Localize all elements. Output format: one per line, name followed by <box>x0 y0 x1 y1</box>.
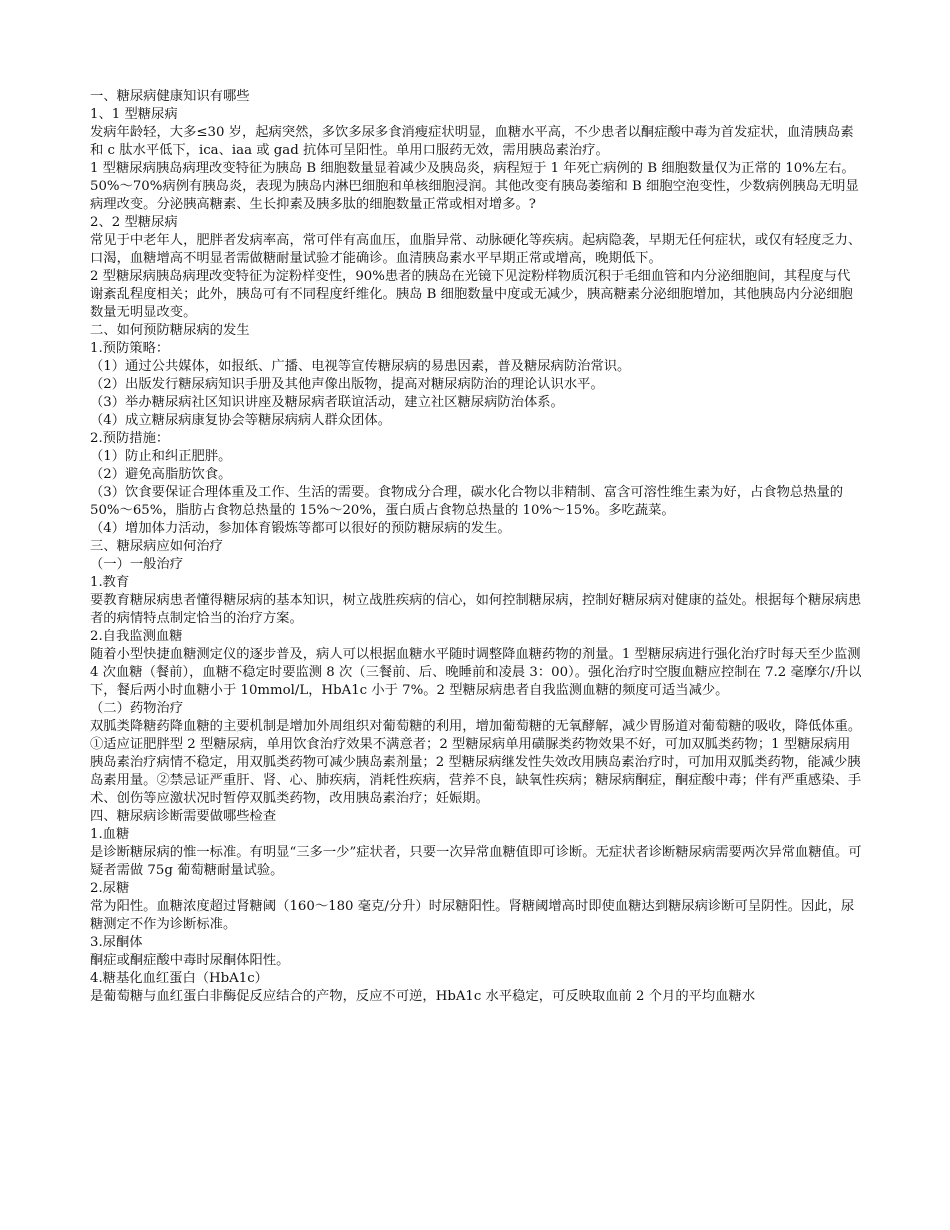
subheading-drug-treatment: （二）药物治疗 <box>90 701 184 716</box>
subheading-urine-glucose: 2.尿糖 <box>90 881 130 896</box>
heading-2: 二、如何预防糖尿病的发生 <box>90 323 250 338</box>
paragraph-self-monitoring: 随着小型快捷血糖测定仪的逐步普及，病人可以根据血糖水平随时调整降血糖药物的剂量。1 型糖尿病进行强化治疗时每天至少监测 4 次血糖（餐前），血糖不稳定时要监测 8 次（三餐前、后、晚睡前和凌晨 3：00）。强化治疗时空腹血糖应控制在 7.2 毫摩尔/升以下，餐后两小时血糖小于 10mmol/L，HbA1c 小于 7%。2 型糖尿病患者自我监测血糖的频度可适当减少。 <box>90 647 862 698</box>
list-item: （4）成立糖尿病康复协会等糖尿病病人群众团体。 <box>90 413 391 428</box>
list-item: （4）增加体力活动，参加体育锻炼等都可以很好的预防糖尿病的发生。 <box>90 521 511 536</box>
subheading-strategy: 1.预防策略： <box>90 341 170 356</box>
subheading-blood-glucose: 1.血糖 <box>90 827 130 842</box>
list-item: （1）通过公共媒体，如报纸、广播、电视等宣传糖尿病的易患因素，普及糖尿病防治常识。 <box>90 359 631 374</box>
paragraph-urine-glucose: 常为阳性。血糖浓度超过肾糖阈（160～180 毫克/分升）时尿糖阳性。肾糖阈增高时即使血糖达到糖尿病诊断可呈阴性。因此，尿糖测定不作为诊断标准。 <box>90 899 855 932</box>
subheading-general-treatment: （一）一般治疗 <box>90 557 184 572</box>
list-item: （2）出版发行糖尿病知识手册及其他声像出版物，提高对糖尿病防治的理论认识水平。 <box>90 377 604 392</box>
heading-3: 三、糖尿病应如何治疗 <box>90 539 223 554</box>
subheading-self-monitoring: 2.自我监测血糖 <box>90 629 183 644</box>
subheading-education: 1.教育 <box>90 575 130 590</box>
paragraph-type2-pathology: 2 型糖尿病胰岛病理改变特征为淀粉样变性，90%患者的胰岛在光镜下见淀粉样物质沉积于毛细血管和内分泌细胞间，其程度与代谢紊乱程度相关；此外，胰岛可有不同程度纤维化。胰岛 B 细胞数量中度或无减少，胰高糖素分泌细胞增加，其他胰岛内分泌细胞数量无明显改变。 <box>90 269 853 320</box>
list-item: （2）避免高脂肪饮食。 <box>90 467 232 482</box>
paragraph-drug-treatment: 双胍类降糖药降血糖的主要机制是增加外周组织对葡萄糖的利用，增加葡萄糖的无氧酵解，减少胃肠道对葡萄糖的吸收，降低体重。①适应证肥胖型 2 型糖尿病，单用饮食治疗效果不满意者；2 型糖尿病单用磺脲类药物效果不好，可加双胍类药物；1 型糖尿病用胰岛素治疗病情不稳定，用双胍类药物可减少胰岛素剂量；2 型糖尿病继发性失效改用胰岛素治疗时，可加用双胍类药物，能减少胰岛素用量。②禁忌证严重肝、肾、心、肺疾病，消耗性疾病，营养不良，缺氧性疾病；糖尿病酮症，酮症酸中毒；伴有严重感染、手术、创伤等应激状况时暂停双胍类药物，改用胰岛素治疗；妊娠期。 <box>90 719 862 806</box>
subheading-type1: 1、1 型糖尿病 <box>90 107 178 122</box>
paragraph-type2-symptoms: 常见于中老年人，肥胖者发病率高，常可伴有高血压，血脂异常、动脉硬化等疾病。起病隐袭，早期无任何症状，或仅有轻度乏力、口渴，血糖增高不明显者需做糖耐量试验才能确诊。血清胰岛素水平早期正常或增高，晚期低下。 <box>90 233 862 266</box>
heading-4: 四、糖尿病诊断需要做哪些检查 <box>90 809 277 824</box>
subheading-type2: 2、2 型糖尿病 <box>90 215 178 230</box>
list-item: （3）饮食要保证合理体重及工作、生活的需要。食物成分合理，碳水化合物以非精制、富含可溶性维生素为好，占食物总热量的 50%～65%，脂肪占食物总热量的 15%～20%，蛋白质占食物总热量的 10%～15%。多吃蔬菜。 <box>90 485 844 518</box>
subheading-measures: 2.预防措施： <box>90 431 170 446</box>
heading-1: 一、糖尿病健康知识有哪些 <box>90 89 250 104</box>
paragraph-urine-ketone: 酮症或酮症酸中毒时尿酮体阳性。 <box>90 953 290 968</box>
paragraph-education: 要教育糖尿病患者懂得糖尿病的基本知识，树立战胜疾病的信心，如何控制糖尿病，控制好糖尿病对健康的益处。根据每个糖尿病患者的病情特点制定恰当的治疗方案。 <box>90 593 862 626</box>
list-item: （3）举办糖尿病社区知识讲座及糖尿病者联谊活动，建立社区糖尿病防治体系。 <box>90 395 564 410</box>
list-item: （1）防止和纠正肥胖。 <box>90 449 232 464</box>
paragraph-type1-pathology: 1 型糖尿病胰岛病理改变特征为胰岛 B 细胞数量显着减少及胰岛炎，病程短于 1 年死亡病例的 B 细胞数量仅为正常的 10%左右。50%～70%病例有胰岛炎，表现为胰岛内淋巴细胞和单核细胞浸润。其他改变有胰岛萎缩和 B 细胞空泡变性，少数病例胰岛无明显病理改变。分泌胰高糖素、生长抑素及胰多肽的细胞数量正常或相对增多。? <box>90 161 859 212</box>
subheading-urine-ketone: 3.尿酮体 <box>90 935 143 950</box>
paragraph-type1-symptoms: 发病年龄轻，大多≤30 岁，起病突然，多饮多尿多食消瘦症状明显，血糖水平高，不少患者以酮症酸中毒为首发症状，血清胰岛素和 c 肽水平低下，ica、iaa 或 gad 抗体可呈阳性。单用口服药无效，需用胰岛素治疗。 <box>90 125 854 158</box>
subheading-hba1c: 4.糖基化血红蛋白（HbA1c） <box>90 971 268 986</box>
paragraph-hba1c: 是葡萄糖与血红蛋白非酶促反应结合的产物，反应不可逆，HbA1c 水平稳定，可反映取血前 2 个月的平均血糖水 <box>90 989 756 1004</box>
paragraph-blood-glucose: 是诊断糖尿病的惟一标准。有明显“三多一少”症状者，只要一次异常血糖值即可诊断。无症状者诊断糖尿病需要两次异常血糖值。可疑者需做 75g 葡萄糖耐量试验。 <box>90 845 862 878</box>
